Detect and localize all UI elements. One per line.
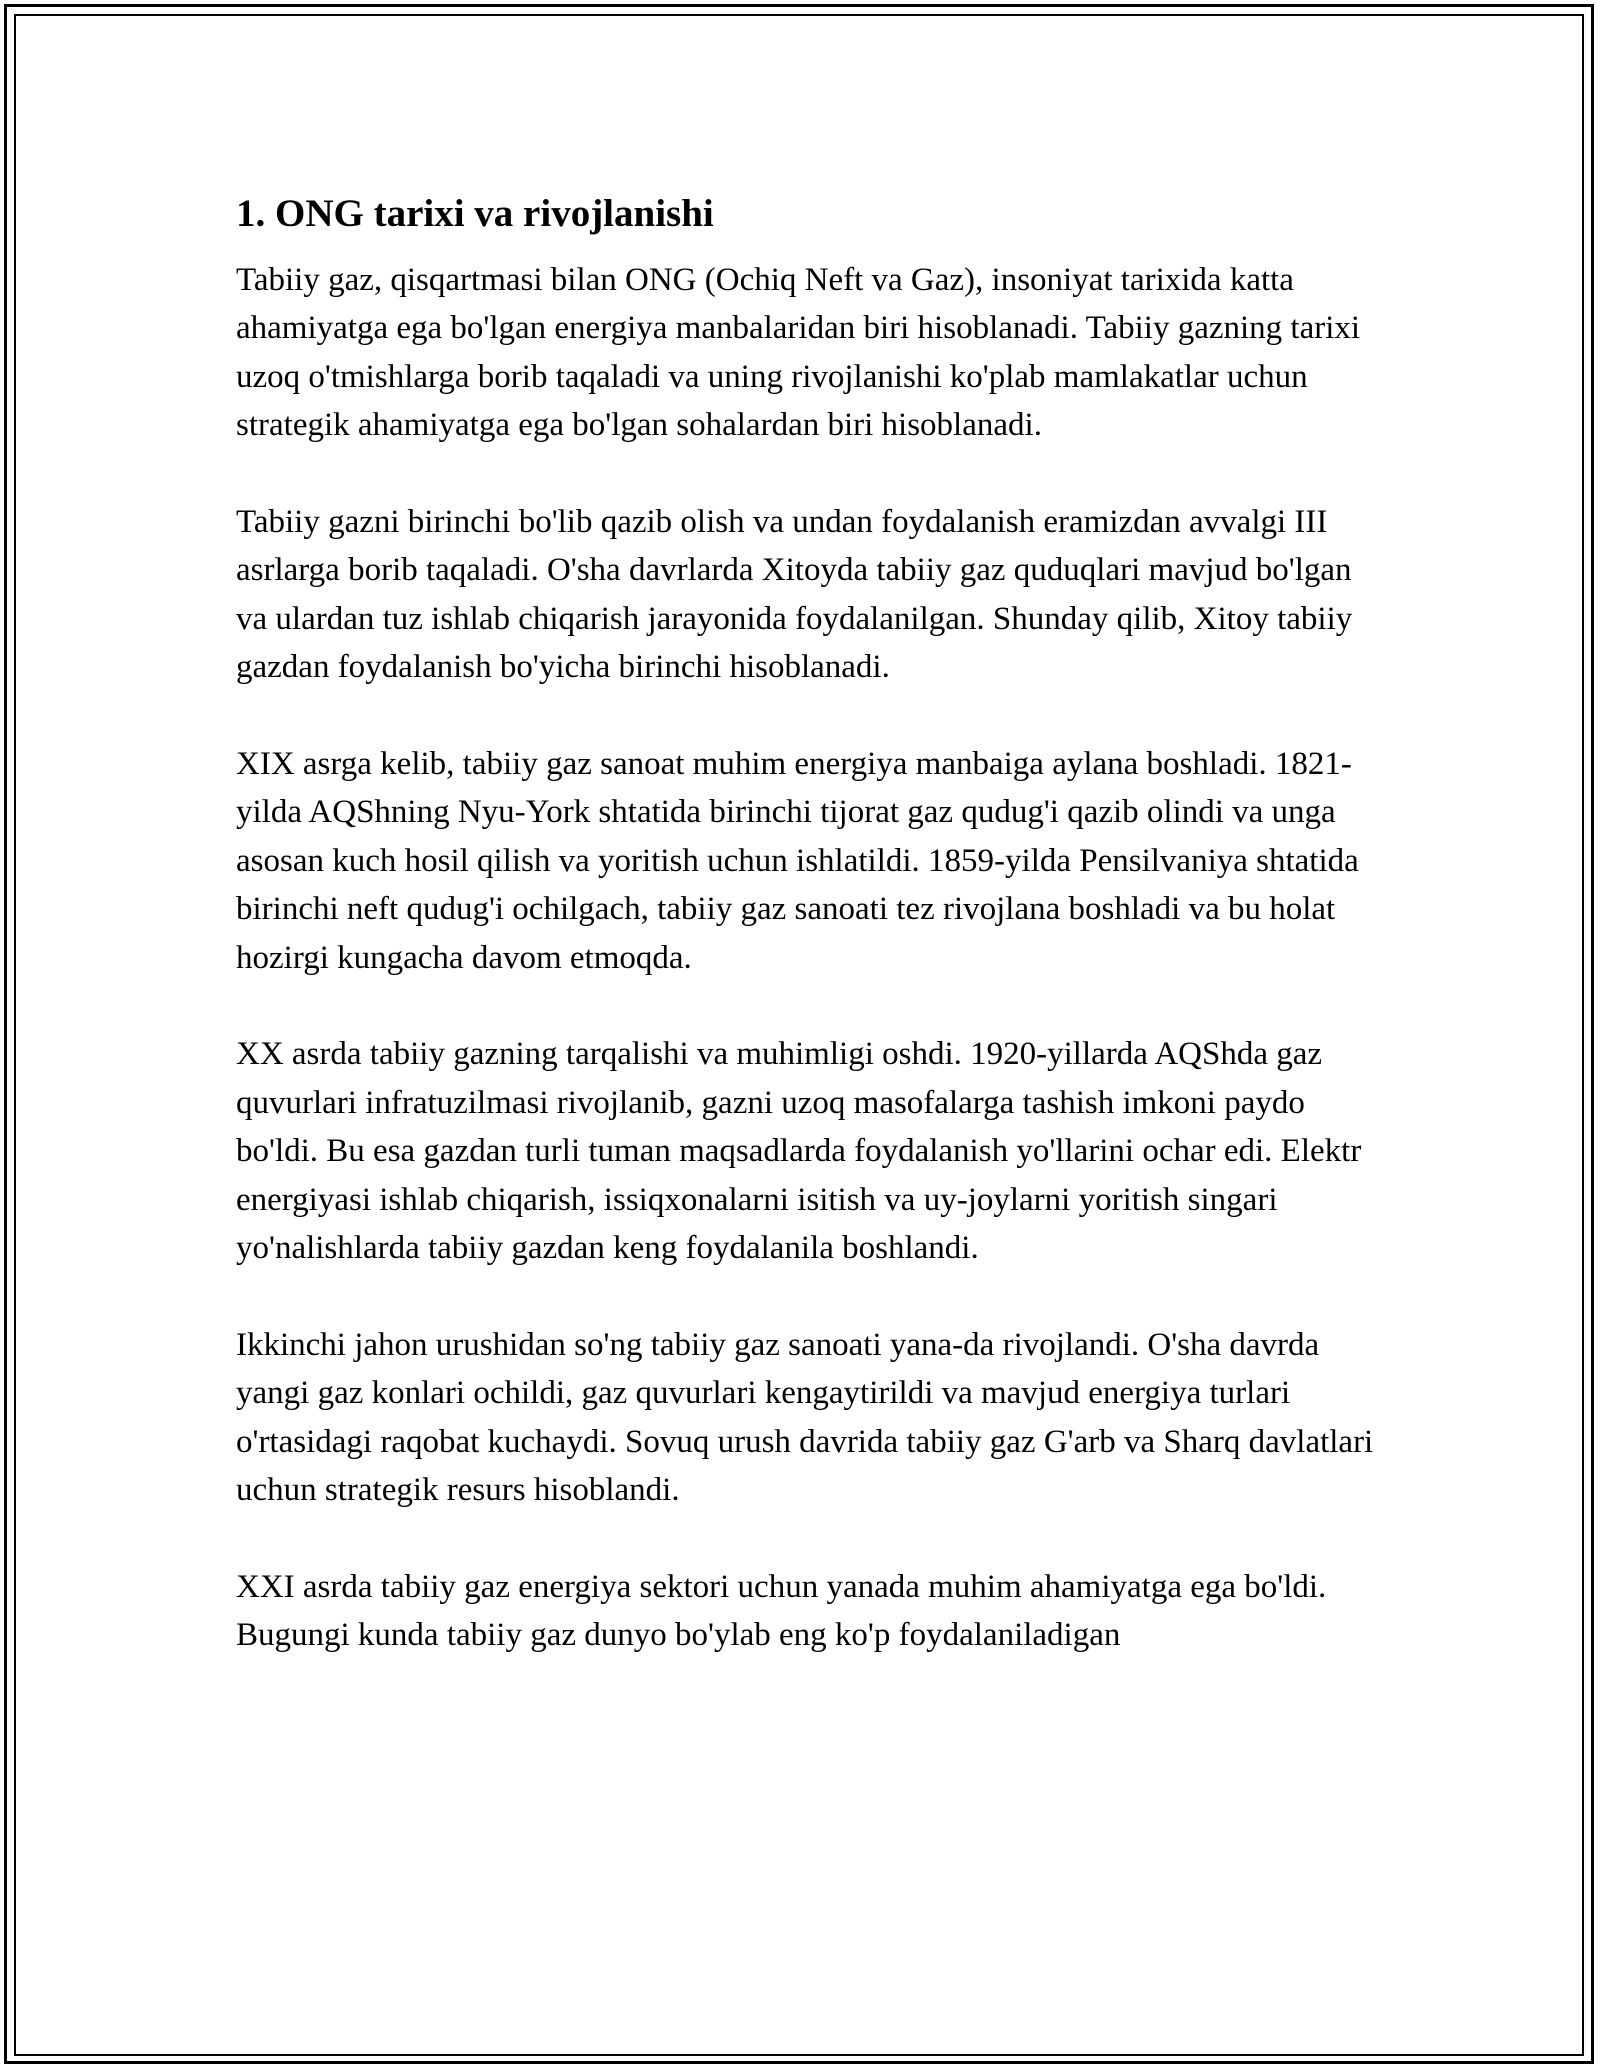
paragraph-6: XXI asrda tabiiy gaz energiya sektori uchun yanada muhim ahamiyatga ega bo'ldi. Bugungi kunda tabiiy gaz dunyo bo'ylab eng ko'p foydalaniladigan: [236, 1568, 1327, 1654]
paragraph-4: XX asrda tabiiy gazning tarqalishi va muhimligi oshdi. 1920-yillarda AQShda gaz quvurlari infratuzilmasi rivojlanib, gazni uzoq masofalarga tashish imkoni paydo bo'ldi. Bu esa gazdan turli tuman maqsadlarda foydalanish yo'llarini ochar edi. Elektr energiyasi ishlab chiqarish, issiqxonalarni isitish va uy-joylarni yoritish singari yo'nalishlarda tabiiy gazdan keng foydalanila boshlandi.: [236, 1036, 1362, 1267]
paragraph-3: XIX asrga kelib, tabiiy gaz sanoat muhim energiya manbaiga aylana boshladi. 1821-yilda AQShning Nyu-York shtatida birinchi tijorat gaz qudug'i qazib olindi va unga asosan kuch hosil qilish va yoritish uchun ishlatildi. 1859-yilda Pensilvaniya shtatida birinchi neft qudug'i ochilgach, tabiiy gaz sanoati tez rivojlana boshladi va bu holat hozirgi kungacha davom etmoqda.: [236, 746, 1359, 976]
section-heading: 1. ONG tarixi va rivojlanishi: [236, 192, 714, 235]
paragraph-1: Tabiiy gaz, qisqartmasi bilan ONG (Ochiq Neft va Gaz), insoniyat tarixida katta ahamiyatga ega bo'lgan energiya manbalaridan biri hisoblanadi. Tabiiy gazning tarixi uzoq o'tmishlarga borib taqaladi va uning rivojlanishi ko'plab mamlakatlar uchun strategik ahamiyatga ega bo'lgan sohalardan biri hisoblanadi.: [236, 262, 1361, 444]
paragraph-5: Ikkinchi jahon urushidan so'ng tabiiy gaz sanoati yana-da rivojlandi. O'sha davrda yangi gaz konlari ochildi, gaz quvurlari kengaytirildi va mavjud energiya turlari o'rtasidagi raqobat kuchaydi. Sovuq urush davrida tabiiy gaz G'arb va Sharq davlatlari uchun strategik resurs hisoblandi.: [236, 1326, 1374, 1509]
document-body: [236, 188, 1386, 1708]
paragraph-2: Tabiiy gazni birinchi bo'lib qazib olish va undan foydalanish eramizdan avvalgi III asrlarga borib taqaladi. O'sha davrlarda Xitoyda tabiiy gaz quduqlari mavjud bo'lgan va ulardan tuz ishlab chiqarish jarayonida foydalanilgan. Shunday qilib, Xitoy tabiiy gazdan foydalanish bo'yicha birinchi hisoblanadi.: [236, 504, 1353, 686]
